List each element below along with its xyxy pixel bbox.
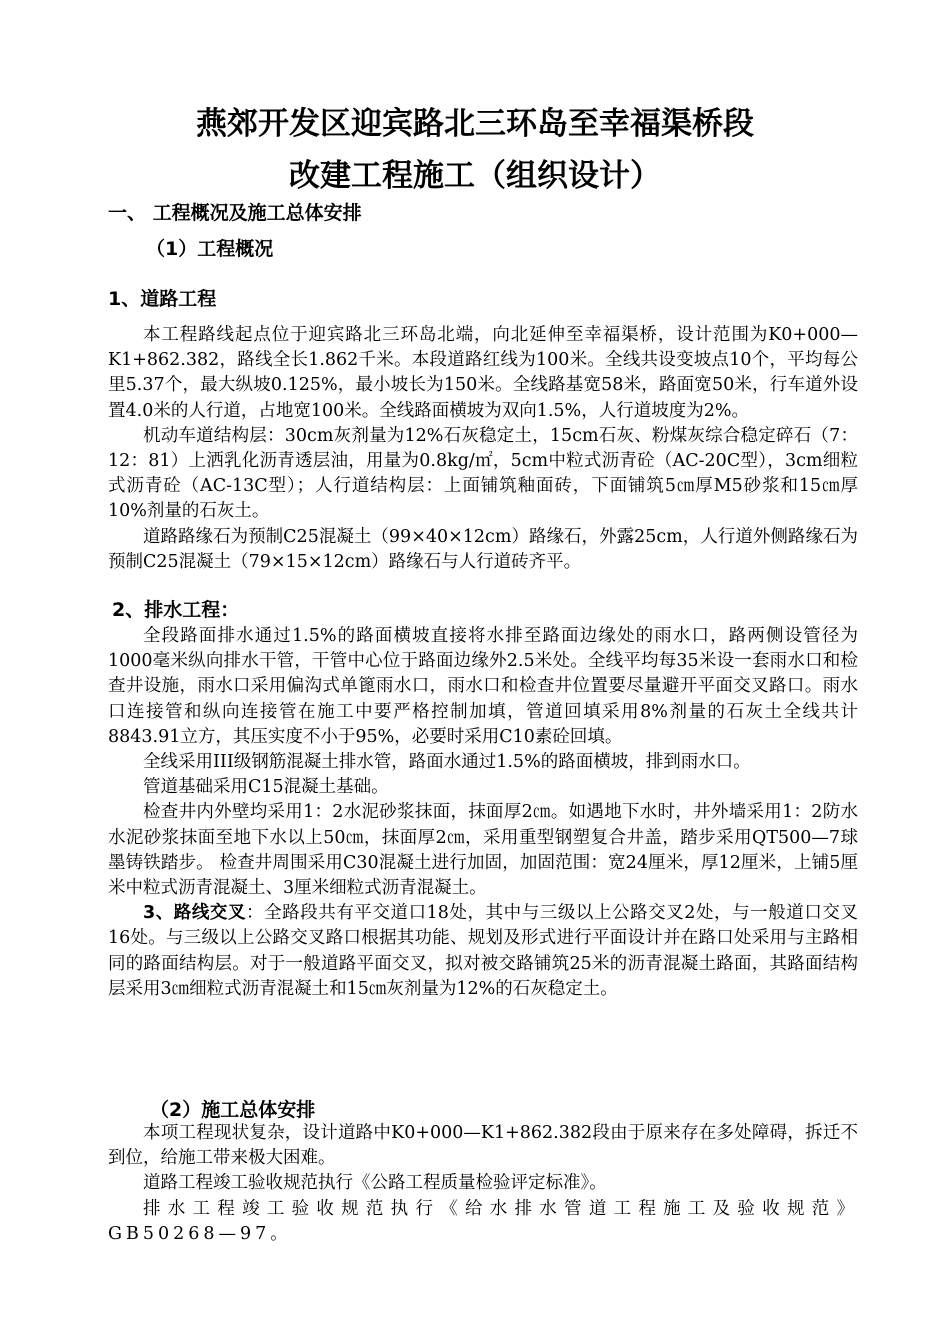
document-title-line-2: 改建工程施工（组织设计） xyxy=(289,158,661,194)
arrangement-section-body xyxy=(108,1121,858,1247)
arrangement-paragraph-1: 本项工程现状复杂，设计道路中K0+000—K1+862.382段由于原来存在多处障碍，拆迁不到位，给施工带来极大困难。 xyxy=(108,1123,858,1169)
drainage-paragraph-1: 全段路面排水通过1.5%的路面横坡直接将水排至路面边缘处的雨水口，路两侧设管径为1000毫米纵向排水干管，干管中心位于路面边缘外2.5米处。全线平均每35米设一套雨水口和检查井设施，雨水口采用偏沟式单篦雨水口，雨水口和检查井位置要尽量避开平面交叉路口。雨水口连接管和纵向连接管在施工中要严格控制加填，管道回填采用8%剂量的石灰土全线共计8843.91立方，其压实度不小于95%，必要时采用C10素砼回填。 xyxy=(108,626,858,747)
subsection-heading-project-overview: （1）工程概况 xyxy=(146,238,274,260)
route-crossing-text: ：全路段共有平交道口18处，其中与三级以上公路交叉2处，与一般道口交叉16处。与三级以上公路交叉路口根据其功能、规划及形式进行平面设计并在路口处采用与主路相同的路面结构层。对于一般道路平面交叉，拟对被交路铺筑25米的沥青混凝土路面，其路面结构层采用3㎝细粒式沥青混凝土和15㎝灰剂量为12%的石灰稳定土。 xyxy=(108,903,858,999)
road-paragraph-1: 本工程路线起点位于迎宾路北三环岛北端，向北延伸至幸福渠桥，设计范围为K0+000—K1+862.382，路线全长1.862千米。本段道路红线为100米。全线共设变坡点10个，平均每公里5.37个，最大纵坡0.125%，最小坡长为150米。全线路基宽58米，路面宽50米，行车道外设置4.0米的人行道，占地宽100米。全线路面横坡为双向1.5%，人行道坡度为2%。 xyxy=(108,325,858,421)
arrangement-paragraph-2: 道路工程竣工验收规范执行《公路工程质量检验评定标准》。 xyxy=(143,1173,607,1194)
section-heading-overview: 一、 工程概况及施工总体安排 xyxy=(108,202,362,224)
heading-road-engineering: 1、道路工程 xyxy=(108,288,217,310)
drainage-paragraph-3: 管道基础采用C15混凝土基础。 xyxy=(143,777,389,798)
arrangement-paragraph-3: 排水工程竣工验收规范执行《给水排水管道工程施工及验收规范》GB50268—97。 xyxy=(108,1198,858,1244)
road-section-body xyxy=(108,323,858,575)
document-title-line-1: 燕郊开发区迎宾路北三环岛至幸福渠桥段 xyxy=(196,106,754,142)
drainage-section-body xyxy=(108,624,858,1002)
drainage-paragraph-2: 全线采用III级钢筋混凝土排水管，路面水通过1.5%的路面横坡，排到雨水口。 xyxy=(143,752,751,773)
route-crossing-paragraph xyxy=(108,901,858,1002)
road-paragraph-2: 机动车道结构层：30cm灰剂量为12%石灰稳定土，15cm石灰、粉煤灰综合稳定碎石（7：12：81）上洒乳化沥青透层油，用量为0.8kg/㎡，5cm中粒式沥青砼（AC-20C型），3cm细粒式沥青砼（AC-13C型）；人行道结构层：上面铺筑釉面砖，下面铺筑5㎝厚M5砂浆和15㎝厚10%剂量的石灰土。 xyxy=(108,425,858,522)
route-crossing-label: 3、路线交叉 xyxy=(143,903,247,924)
subsection-heading-construction-arrangement: （2）施工总体安排 xyxy=(150,1099,316,1121)
drainage-paragraph-4: 检查井内外壁均采用1：2水泥砂浆抹面，抹面厚2㎝。如遇地下水时，井外墙采用1：2防水水泥砂浆抹面至地下水以上50㎝，抹面厚2㎝，采用重型钢塑复合井盖，踏步采用QT500—7球墨铸铁踏步。 检查井周围采用C30混凝土进行加固，加固范围：宽24厘米，厚12厘米，上铺5厘米中粒式沥青混凝土、3厘米细粒式沥青混凝土。 xyxy=(108,802,858,899)
road-paragraph-3: 道路路缘石为预制C25混凝土（99×40×12cm）路缘石，外露25cm，人行道外侧路缘石为预制C25混凝土（79×15×12cm）路缘石与人行道砖齐平。 xyxy=(108,526,858,572)
heading-drainage-engineering: 2、排水工程： xyxy=(112,599,240,621)
